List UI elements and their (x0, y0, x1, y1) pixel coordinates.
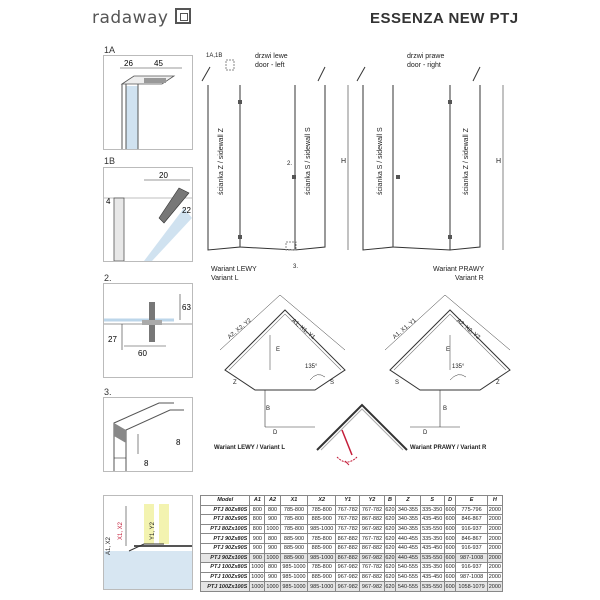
legend-a-label: A1, X2 (106, 536, 112, 555)
spec-table-cell: 967-982 (360, 582, 384, 592)
spec-table-row (201, 515, 503, 525)
left-plan-caption: Wariant LEWY / Variant L (214, 445, 286, 451)
spec-table-model-cell: PTJ 80Zx80S (201, 505, 250, 515)
spec-table-body (201, 505, 503, 591)
spec-table-row (201, 582, 503, 592)
spec-table-cell: 767-782 (360, 563, 384, 573)
spec-table-cell: 867-882 (336, 534, 360, 544)
left-door-label-en: door - left (255, 62, 285, 69)
spec-table-cell: 1000 (251, 583, 264, 590)
spec-table-model-cell: PTJ 90Zx80S (201, 534, 250, 544)
spec-table-cell: 900 (265, 515, 280, 525)
spec-table-cell: 916-937 (456, 543, 487, 553)
spec-table-cell: 867-882 (360, 543, 384, 553)
spec-table-header-cell: B (384, 496, 396, 506)
spec-table-cell: 885-900 (280, 543, 308, 553)
spec-table-cell: 1000 (266, 583, 279, 590)
spec-table-cell: 440-455 (396, 553, 420, 563)
right-plan-dims-top: A2, X2, Y2 (455, 318, 481, 341)
spec-table-cell: 800 (250, 524, 265, 534)
detail-3-box (103, 397, 193, 472)
spec-table-cell: 916-937 (456, 524, 487, 534)
spec-table-row (201, 553, 503, 563)
detail-3-drawing (104, 398, 192, 471)
detail-1b-box (103, 167, 193, 262)
spec-table-cell: 967-982 (336, 582, 360, 592)
spec-table-cell: 2000 (488, 535, 501, 542)
spec-table-cell: 435-450 (420, 572, 444, 582)
right-plan-z: Z (496, 380, 500, 386)
spec-table-cell: 540-555 (396, 572, 420, 582)
spec-table-cell: 985-1000 (308, 582, 336, 592)
spec-table-cell: 987-1008 (456, 572, 487, 582)
detail-2-dim-63: 63 (182, 303, 191, 312)
spec-table-header-cell: X2 (308, 496, 336, 506)
spec-table (200, 495, 503, 592)
spec-table-cell: 2000 (488, 583, 501, 590)
spec-table-cell: 620 (385, 583, 395, 590)
spec-table-cell: 600 (445, 506, 455, 513)
spec-table-header-cell: Z (396, 496, 420, 506)
detail-1b-dim-22: 22 (182, 206, 191, 215)
spec-table-row (201, 505, 503, 515)
spec-table-cell: 340-355 (396, 524, 420, 534)
detail-1a-drawing (104, 56, 192, 149)
spec-table-row (201, 524, 503, 534)
spec-table-cell: 540-555 (396, 582, 420, 592)
spec-table-cell: 1000 (251, 574, 264, 581)
right-plan-view (380, 295, 515, 445)
spec-table-cell: 600 (445, 583, 455, 590)
detail-2-dim-60: 60 (138, 349, 147, 358)
spec-table-cell: 900 (250, 553, 265, 563)
right-height-label: H (496, 158, 502, 165)
spec-table-cell: 846-867 (456, 534, 487, 544)
spec-table-cell: 767-782 (360, 505, 384, 515)
spec-table-cell: 335-350 (420, 563, 444, 573)
legend-diagram (103, 495, 193, 590)
detail-3-dim-8-horizontal: 8 (144, 459, 149, 468)
spec-table-cell: 867-882 (360, 515, 384, 525)
right-plan-dims-left: A1, X1, Y1 (392, 317, 418, 341)
detail-1b-dim-20: 20 (159, 171, 168, 180)
spec-table-cell: 785-800 (308, 505, 336, 515)
spec-table-header-cell: D (444, 496, 456, 506)
right-door-label-pl: drzwi prawe (407, 53, 445, 60)
spec-table-cell: 885-900 (280, 534, 308, 544)
legend-y-label: Y1, Y2 (150, 522, 156, 540)
spec-table-cell: 885-900 (280, 553, 308, 563)
spec-table-cell: 867-882 (336, 543, 360, 553)
spec-table-cell: 600 (445, 564, 455, 571)
left-door-label-pl: drzwi lewe (255, 53, 288, 60)
spec-table-cell: 900 (250, 534, 265, 544)
spec-table-cell: 916-937 (456, 563, 487, 573)
spec-table-cell: 2000 (488, 574, 501, 581)
spec-table-header-cell: Y1 (336, 496, 360, 506)
spec-table-cell: 800 (250, 515, 265, 525)
spec-table-cell: 440-455 (396, 543, 420, 553)
right-variant-label-en: Variant R (455, 275, 484, 282)
spec-table-cell: 785-800 (280, 515, 308, 525)
spec-table-cell: 600 (445, 535, 455, 542)
spec-table-cell: 900 (250, 543, 265, 553)
spec-table-cell: 620 (385, 574, 395, 581)
spec-table-cell: 620 (385, 554, 395, 561)
right-plan-angle: 135° (452, 364, 465, 370)
spec-table-cell: 967-982 (336, 572, 360, 582)
right-plan-d: D (423, 430, 428, 436)
spec-table-cell: 785-800 (280, 505, 308, 515)
spec-table-cell: 985-1000 (280, 572, 308, 582)
spec-table-cell: 785-800 (308, 534, 336, 544)
spec-table-row (201, 572, 503, 582)
spec-table-cell: 600 (445, 516, 455, 523)
left-sidewall-z-label: ścianka Z / sidewall Z (218, 128, 225, 195)
left-plan-angle: 135° (305, 364, 318, 370)
spec-table-cell: 335-350 (420, 534, 444, 544)
right-sidewall-z-label: ścianka Z / sidewall Z (463, 128, 470, 195)
left-plan-dims-top: A1, X1, Y1 (290, 318, 316, 341)
detail-2-drawing (104, 284, 192, 377)
detail-1a-dim-45: 45 (154, 59, 163, 68)
left-callout-1a1b: 1A,1B (206, 53, 223, 59)
detail-3-dim-8-vertical: 8 (176, 438, 181, 447)
spec-table-cell: 785-800 (308, 563, 336, 573)
spec-table-cell: 987-1008 (456, 553, 487, 563)
spec-table-row (201, 563, 503, 573)
left-plan-e: E (276, 347, 281, 353)
spec-table-cell: 985-1000 (308, 553, 336, 563)
detail-1a-box (103, 55, 193, 150)
spec-table-cell: 775-796 (456, 505, 487, 515)
spec-table-cell: 535-550 (420, 524, 444, 534)
spec-table-cell: 885-900 (308, 543, 336, 553)
right-plan-e: E (446, 347, 451, 353)
spec-table-cell: 800 (265, 534, 280, 544)
spec-table-cell: 800 (265, 505, 280, 515)
spec-table-header-cell: A1 (250, 496, 265, 506)
spec-table-cell: 1000 (266, 554, 279, 561)
spec-table-cell: 2000 (488, 506, 501, 513)
spec-table-cell: 846-867 (456, 515, 487, 525)
left-variant-label-pl: Wariant LEWY (211, 266, 257, 273)
spec-table-cell: 600 (445, 545, 455, 552)
detail-2-box (103, 283, 193, 378)
spec-table-header-cell: X1 (280, 496, 308, 506)
left-callout-3: 3. (293, 264, 299, 270)
spec-table-cell: 767-782 (360, 534, 384, 544)
legend-drawing (104, 496, 192, 589)
spec-table-cell: 2000 (488, 516, 501, 523)
left-plan-s: S (330, 380, 335, 386)
spec-table-cell: 435-450 (420, 515, 444, 525)
spec-table-header-row (201, 496, 503, 506)
spec-table-cell: 535-550 (420, 553, 444, 563)
detail-1b-dim-4: 4 (106, 197, 111, 206)
spec-table-header-cell: E (456, 496, 487, 506)
spec-table-cell: 620 (385, 535, 395, 542)
spec-table-cell: 620 (385, 516, 395, 523)
right-plan-b: B (443, 406, 448, 412)
spec-table-cell: 885-900 (308, 572, 336, 582)
right-door-label-en: door - right (407, 62, 441, 69)
right-plan-s: S (395, 380, 400, 386)
spec-table-cell: 767-782 (336, 505, 360, 515)
spec-table-cell: 985-1000 (280, 563, 308, 573)
spec-table-cell: 620 (385, 506, 395, 513)
spec-table-cell: 800 (265, 563, 280, 573)
detail-2-label: 2. (104, 273, 112, 283)
spec-table-model-cell: PTJ 100Zx90S (201, 572, 250, 582)
spec-table-cell: 540-555 (396, 563, 420, 573)
spec-table-cell: 867-882 (336, 553, 360, 563)
detail-1b-label: 1B (104, 156, 116, 166)
spec-table-model-cell: PTJ 100Zx100S (201, 582, 250, 592)
spec-table-cell: 2000 (488, 545, 501, 552)
spec-table-cell: 967-982 (360, 524, 384, 534)
spec-table-cell: 340-355 (396, 515, 420, 525)
detail-2-dim-27: 27 (108, 335, 117, 344)
spec-table-cell: 800 (250, 505, 265, 515)
spec-table-header-cell: H (487, 496, 502, 506)
spec-table-cell: 867-882 (360, 572, 384, 582)
spec-table-cell: 985-1000 (308, 524, 336, 534)
left-callout-2: 2. (287, 161, 293, 167)
detail-1b-drawing (104, 168, 192, 261)
spec-table-cell: 900 (265, 543, 280, 553)
left-plan-z: Z (233, 380, 237, 386)
legend-x-label: X1, X2 (118, 521, 124, 540)
spec-table-cell: 340-355 (396, 505, 420, 515)
spec-table-model-cell: PTJ 80Zx100S (201, 524, 250, 534)
spec-table-cell: 2000 (488, 564, 501, 571)
left-plan-d: D (273, 430, 278, 436)
spec-table-cell: 785-800 (280, 524, 308, 534)
spec-table-model-cell: PTJ 100Zx80S (201, 563, 250, 573)
brand-logo: radaway (92, 8, 169, 28)
spec-table-cell: 620 (385, 526, 395, 533)
spec-table-cell: 900 (265, 572, 280, 582)
spec-table-cell: 600 (445, 526, 455, 533)
left-height-label: H (341, 158, 347, 165)
spec-table-header-cell: A2 (265, 496, 280, 506)
spec-table-cell: 600 (445, 554, 455, 561)
spec-table-cell: 620 (385, 564, 395, 571)
spec-table-cell: 1058-1079 (456, 582, 487, 592)
left-plan-b: B (266, 406, 271, 412)
spec-table-header-cell: Model (201, 496, 250, 506)
page-title: ESSENZA NEW PTJ (370, 10, 519, 27)
spec-table-cell: 967-982 (360, 553, 384, 563)
right-sidewall-s-label: ścianka S / sidewall S (377, 127, 384, 195)
spec-table-cell: 600 (445, 574, 455, 581)
spec-table-cell: 985-1000 (280, 582, 308, 592)
right-variant-label-pl: Wariant PRAWY (433, 266, 485, 273)
spec-table-header-cell: Y2 (360, 496, 384, 506)
spec-table-cell: 440-455 (396, 534, 420, 544)
spec-table-cell: 435-450 (420, 543, 444, 553)
spec-table-cell: 2000 (488, 554, 501, 561)
detail-3-label: 3. (104, 387, 112, 397)
spec-table-cell: 885-900 (308, 515, 336, 525)
spec-table-cell: 620 (385, 545, 395, 552)
spec-table-cell: 335-350 (420, 505, 444, 515)
left-plan-dims-left: A2, X2, Y2 (227, 317, 253, 341)
detail-1a-dim-26: 26 (124, 59, 133, 68)
spec-table-cell: 767-782 (336, 524, 360, 534)
detail-1a-label: 1A (104, 45, 116, 55)
spec-table-model-cell: PTJ 80Zx90S (201, 515, 250, 525)
left-variant-label-en: Variant L (211, 275, 239, 282)
spec-table-model-cell: PTJ 90Zx100S (201, 553, 250, 563)
spec-table-cell: 1000 (251, 564, 264, 571)
spec-table-row (201, 534, 503, 544)
spec-table-model-cell: PTJ 90Zx90S (201, 543, 250, 553)
right-plan-caption: Wariant PRAWY / Variant R (410, 445, 487, 451)
spec-table-cell: 967-982 (336, 563, 360, 573)
left-sidewall-s-label: ścianka S / sidewall S (305, 127, 312, 195)
spec-table-header-cell: S (420, 496, 444, 506)
spec-table-cell: 535-550 (420, 582, 444, 592)
spec-table-cell: 2000 (488, 526, 501, 533)
brand-logo-icon (175, 8, 191, 24)
spec-table-cell: 767-782 (336, 515, 360, 525)
spec-table-row (201, 543, 503, 553)
spec-table-cell: 1000 (266, 526, 279, 533)
